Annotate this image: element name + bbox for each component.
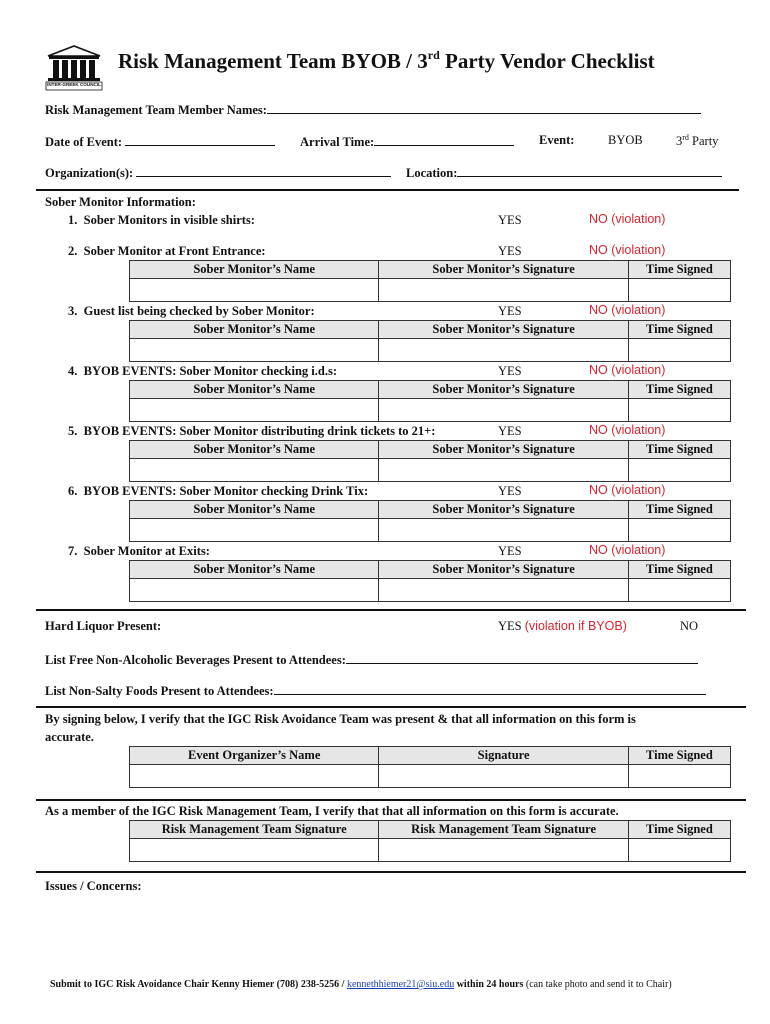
time-cell[interactable] xyxy=(628,459,730,482)
name-cell[interactable] xyxy=(130,279,379,302)
member-names-field[interactable]: Risk Management Team Member Names: xyxy=(45,101,701,118)
col-name: Sober Monitor’s Name xyxy=(130,321,379,339)
sober-section-heading: Sober Monitor Information: xyxy=(45,195,196,209)
name-cell[interactable] xyxy=(130,519,379,542)
organizer-signature-cell[interactable] xyxy=(379,765,628,788)
col-signature: Sober Monitor’s Signature xyxy=(379,441,628,459)
beverages-field[interactable]: List Free Non-Alcoholic Beverages Present to Attendees: xyxy=(45,651,698,668)
sober-monitor-table-2 xyxy=(129,260,731,302)
rmt-statement: As a member of the IGC Risk Management Team, I verify that that all information on this form is accurate. xyxy=(45,804,619,818)
col-signature: Sober Monitor’s Signature xyxy=(379,501,628,519)
rmt-signature-2-cell[interactable] xyxy=(379,839,628,862)
signature-cell[interactable] xyxy=(379,459,628,482)
name-cell[interactable] xyxy=(130,579,379,602)
organizer-time-cell[interactable] xyxy=(628,765,730,788)
divider xyxy=(36,871,746,873)
no-violation-option-5[interactable]: NO (violation) xyxy=(589,423,666,437)
liquor-yes-option[interactable]: YES (violation if BYOB) xyxy=(498,619,627,633)
col-rmt-signature-1: Risk Management Team Signature xyxy=(130,821,379,839)
issues-concerns-label: Issues / Concerns: xyxy=(45,879,142,893)
col-name: Sober Monitor’s Name xyxy=(130,381,379,399)
signature-cell[interactable] xyxy=(379,399,628,422)
email-link[interactable]: kennethhiemer21@siu.edu xyxy=(346,979,455,990)
organizer-table xyxy=(129,746,731,788)
col-signature: Sober Monitor’s Signature xyxy=(379,381,628,399)
date-of-event-field[interactable]: Date of Event: xyxy=(45,133,275,150)
sober-monitor-table-6 xyxy=(129,500,731,542)
no-violation-option-7[interactable]: NO (violation) xyxy=(589,543,666,557)
col-name: Sober Monitor’s Name xyxy=(130,441,379,459)
sober-item-4: 4. BYOB EVENTS: Sober Monitor checking i.d.s: xyxy=(68,364,338,378)
arrival-time-field[interactable]: Arrival Time: xyxy=(300,133,514,150)
time-cell[interactable] xyxy=(628,399,730,422)
liquor-no-option[interactable]: NO xyxy=(680,619,699,633)
sober-item-5: 5. BYOB EVENTS: Sober Monitor distributing drink tickets to 21+: xyxy=(68,424,436,438)
col-time: Time Signed xyxy=(628,561,730,579)
col-time: Time Signed xyxy=(628,381,730,399)
signature-cell[interactable] xyxy=(379,519,628,542)
issues-concerns-area[interactable] xyxy=(45,898,725,968)
col-name: Sober Monitor’s Name xyxy=(130,501,379,519)
organizations-field[interactable]: Organization(s): xyxy=(45,164,391,181)
time-cell[interactable] xyxy=(628,339,730,362)
no-violation-option-2[interactable]: NO (violation) xyxy=(589,243,666,257)
no-violation-option-4[interactable]: NO (violation) xyxy=(589,363,666,377)
signature-cell[interactable] xyxy=(379,279,628,302)
yes-option-4[interactable]: YES xyxy=(498,364,522,378)
foods-field[interactable]: List Non-Salty Foods Present to Attendees: xyxy=(45,682,706,699)
name-cell[interactable] xyxy=(130,459,379,482)
divider xyxy=(36,799,746,801)
signature-cell[interactable] xyxy=(379,579,628,602)
col-time: Time Signed xyxy=(628,261,730,279)
sober-item-3: 3. Guest list being checked by Sober Monitor: xyxy=(68,304,315,318)
rmt-table xyxy=(129,820,731,862)
location-field[interactable]: Location: xyxy=(406,164,722,181)
col-name: Sober Monitor’s Name xyxy=(130,561,379,579)
yes-option-2[interactable]: YES xyxy=(498,244,522,258)
col-signature: Sober Monitor’s Signature xyxy=(379,321,628,339)
name-cell[interactable] xyxy=(130,399,379,422)
col-time: Time Signed xyxy=(628,441,730,459)
signature-cell[interactable] xyxy=(379,339,628,362)
col-time: Time Signed xyxy=(628,501,730,519)
col-time: Time Signed xyxy=(628,821,730,839)
divider xyxy=(36,609,746,611)
event-option-3rd-party[interactable]: 3rd Party xyxy=(676,133,719,149)
logo-text: INTER-GREEK COUNCIL xyxy=(47,82,101,87)
sober-monitor-table-3 xyxy=(129,320,731,362)
no-violation-option-3[interactable]: NO (violation) xyxy=(589,303,666,317)
name-cell[interactable] xyxy=(130,339,379,362)
sober-item-6: 6. BYOB EVENTS: Sober Monitor checking Drink Tix: xyxy=(68,484,369,498)
page-title: Risk Management Team BYOB / 3rd Party Vendor Checklist xyxy=(118,48,655,73)
event-label: Event: xyxy=(539,133,575,147)
col-time: Time Signed xyxy=(628,321,730,339)
sober-monitor-table-5 xyxy=(129,440,731,482)
divider xyxy=(36,706,746,708)
yes-option-1[interactable]: YES xyxy=(498,213,522,227)
time-cell[interactable] xyxy=(628,579,730,602)
col-signature: Sober Monitor’s Signature xyxy=(379,261,628,279)
sober-item-1: 1. Sober Monitors in visible shirts: xyxy=(68,213,255,227)
col-time: Time Signed xyxy=(628,747,730,765)
event-option-byob[interactable]: BYOB xyxy=(608,133,643,147)
col-signature: Signature xyxy=(379,747,628,765)
col-organizer-name: Event Organizer’s Name xyxy=(130,747,379,765)
hard-liquor-label: Hard Liquor Present: xyxy=(45,619,162,633)
sober-monitor-table-4 xyxy=(129,380,731,422)
organizer-statement: By signing below, I verify that the IGC Risk Avoidance Team was present & that all information on this form is xyxy=(45,712,636,726)
footer-note: Submit to IGC Risk Avoidance Chair Kenny Hiemer (708) 238-5256 / kennethhiemer21@siu.edu within 24 hours (can take photo and send it to Chair) xyxy=(50,979,672,990)
col-name: Sober Monitor’s Name xyxy=(130,261,379,279)
time-cell[interactable] xyxy=(628,279,730,302)
igc-logo xyxy=(44,44,104,92)
yes-option-3[interactable]: YES xyxy=(498,304,522,318)
yes-option-6[interactable]: YES xyxy=(498,484,522,498)
yes-option-5[interactable]: YES xyxy=(498,424,522,438)
divider xyxy=(36,189,739,191)
rmt-time-cell[interactable] xyxy=(628,839,730,862)
time-cell[interactable] xyxy=(628,519,730,542)
sober-item-7: 7. Sober Monitor at Exits: xyxy=(68,544,210,558)
yes-option-7[interactable]: YES xyxy=(498,544,522,558)
sober-item-2: 2. Sober Monitor at Front Entrance: xyxy=(68,244,266,258)
sober-monitor-table-7 xyxy=(129,560,731,602)
rmt-signature-1-cell[interactable] xyxy=(130,839,379,862)
col-rmt-signature-2: Risk Management Team Signature xyxy=(379,821,628,839)
no-violation-option-1[interactable]: NO (violation) xyxy=(589,212,666,226)
col-signature: Sober Monitor’s Signature xyxy=(379,561,628,579)
no-violation-option-6[interactable]: NO (violation) xyxy=(589,483,666,497)
organizer-name-cell[interactable] xyxy=(130,765,379,788)
organizer-statement-cont: accurate. xyxy=(45,730,94,744)
